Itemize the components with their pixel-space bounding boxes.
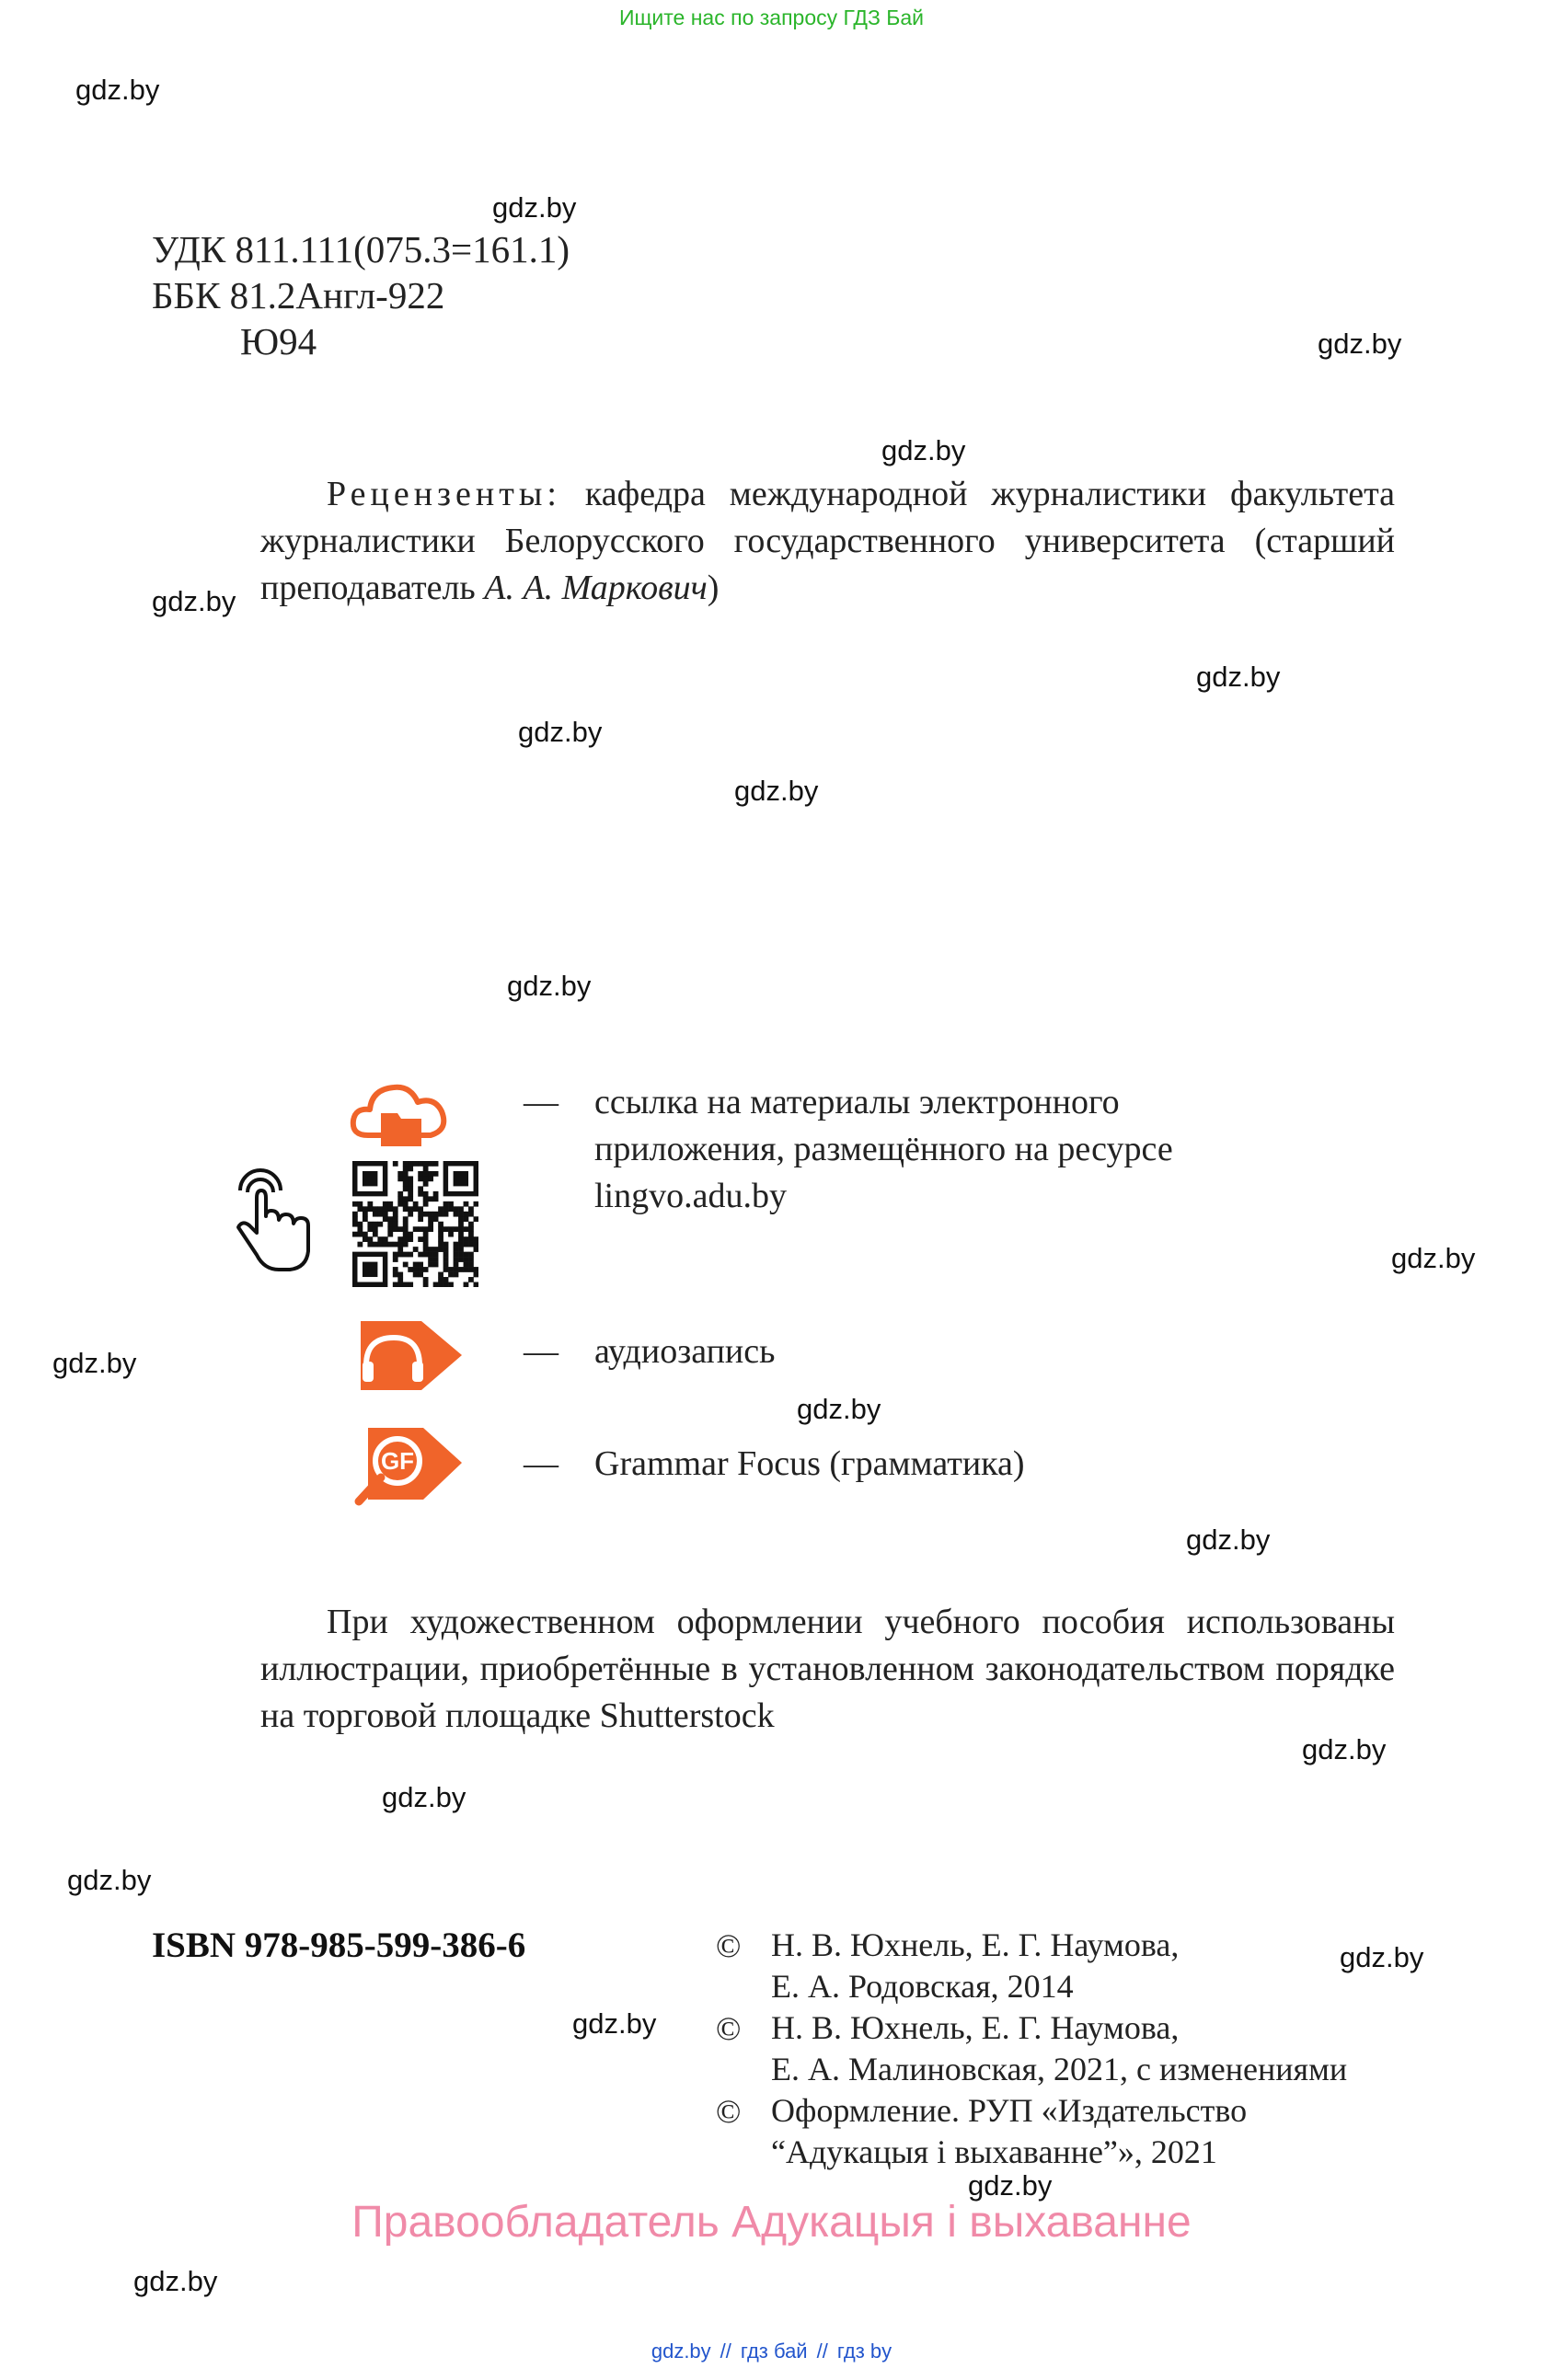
watermark: gdz.by <box>382 1781 466 1813</box>
watermark: gdz.by <box>52 1347 137 1379</box>
illustrations-note: При художественном оформлении учебного пособия использованы иллюстрации, приобретённые в установленном законодательством порядке на торговой площадке Shutterstock <box>260 1603 1395 1735</box>
copyright-sign: © <box>716 2010 742 2047</box>
headphones-play-icon <box>350 1312 465 1399</box>
copyright-line: Оформление. РУП «Издательство <box>771 2092 1248 2129</box>
bottom-link-gdz-bai[interactable]: гдз бай <box>740 2340 808 2363</box>
udk-line: УДК 811.111(075.3=161.1) <box>152 228 570 270</box>
copyright-line: Е. А. Малиновская, 2021, с изменениями <box>771 2051 1348 2087</box>
watermark: gdz.by <box>1196 661 1281 693</box>
legend-text-audio: аудиозапись <box>594 1332 776 1371</box>
watermark: gdz.by <box>797 1393 881 1425</box>
watermark: gdz.by <box>881 434 966 466</box>
cloud-folder-icon <box>350 1075 451 1148</box>
legend-dash: — <box>524 1332 558 1371</box>
bbk-line: ББК 81.2Англ-922 <box>152 274 445 316</box>
copyright-sign: © <box>716 2093 742 2130</box>
watermark: gdz.by <box>734 775 819 807</box>
watermark: gdz.by <box>1186 1523 1271 1556</box>
tap-hand-icon <box>233 1167 316 1277</box>
reviewer-name: А. А. Маркович <box>484 569 708 607</box>
watermark: gdz.by <box>152 585 236 617</box>
copyright-line: Е. А. Родовская, 2014 <box>771 1968 1074 2005</box>
copyright-line: “Адукацыя і выхаванне”», 2021 <box>771 2133 1217 2170</box>
watermark: gdz.by <box>133 2265 218 2297</box>
reviewers-close: ) <box>707 569 720 607</box>
grammar-focus-icon <box>350 1419 465 1511</box>
legend-dash: — <box>524 1083 558 1121</box>
copyright-line: Н. В. Юхнель, Е. Г. Наумова, <box>771 2009 1180 2046</box>
watermark: gdz.by <box>1340 1941 1424 1973</box>
copyright-sign: © <box>716 1927 742 1964</box>
legend-link[interactable]: lingvo.adu.by <box>594 1177 787 1215</box>
separator: // <box>816 2340 828 2363</box>
watermark: gdz.by <box>572 2007 657 2040</box>
legend-text-grammar: Grammar Focus (грамматика) <box>594 1444 1025 1483</box>
watermark: gdz.by <box>67 1864 152 1896</box>
top-banner[interactable]: Ищите нас по запросу ГДЗ Бай <box>618 6 925 29</box>
watermark: gdz.by <box>1391 1242 1476 1274</box>
watermark: gdz.by <box>968 2169 1053 2202</box>
separator: // <box>720 2340 731 2363</box>
watermark: gdz.by <box>1318 328 1402 360</box>
watermark: gdz.by <box>518 716 603 748</box>
watermark: gdz.by <box>75 74 160 106</box>
copyright-line: Н. В. Юхнель, Е. Г. Наумова, <box>771 1926 1180 1963</box>
reviewers-text: кафедра международной журналистики факультета журналистики Белорусского государственного университета (старший преподаватель <box>260 475 1396 607</box>
watermark: gdz.by <box>507 970 592 1002</box>
legend-text-line: приложения, размещённого на ресурсе <box>594 1130 1173 1168</box>
rights-holder: Правообладатель Адукацыя і выхаванне <box>351 2198 1192 2247</box>
isbn: ISBN 978-985-599-386-6 <box>152 1926 526 1965</box>
watermark: gdz.by <box>1302 1733 1387 1765</box>
bottom-links <box>0 2340 1543 2363</box>
bottom-link-gdz-by[interactable]: гдз by <box>836 2340 892 2363</box>
watermark: gdz.by <box>492 191 577 224</box>
reviewers-label: Рецензенты: <box>327 475 561 513</box>
legend-dash: — <box>524 1444 558 1483</box>
grammar-focus-icon-label: GF <box>380 1447 415 1475</box>
qr-code-icon[interactable] <box>352 1161 478 1287</box>
bottom-link-gdz[interactable]: gdz.by <box>651 2340 711 2363</box>
author-mark: Ю94 <box>240 320 317 362</box>
legend-text-line: ссылка на материалы электронного <box>594 1083 1120 1121</box>
reviewers-block <box>260 471 1395 612</box>
